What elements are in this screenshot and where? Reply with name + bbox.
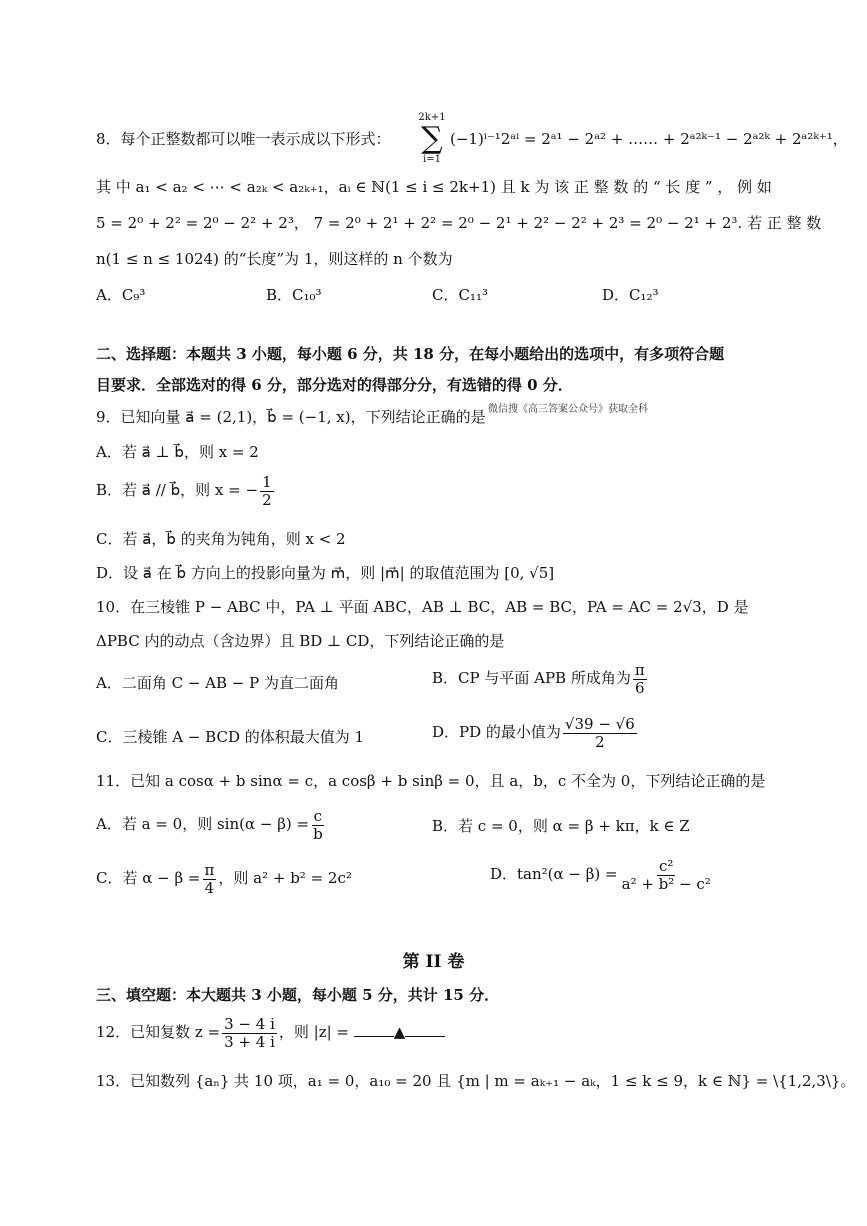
q10-option-d <box>432 716 639 750</box>
q9-option-c: C．若 a⃗，b⃗ 的夹角为钝角，则 x < 2 <box>96 530 346 548</box>
q11-option-c-text: C．若 α − β = <box>96 869 201 887</box>
q12-fraction <box>222 1016 277 1050</box>
q11-option-c-suffix: ，则 a² + b² = 2c² <box>218 869 352 887</box>
q8-line1-prefix: 8．每个正整数都可以唯一表示成以下形式： <box>96 130 391 148</box>
q9-option-a: A．若 a⃗ ⊥ b⃗，则 x = 2 <box>96 443 259 461</box>
q10-option-b <box>432 662 649 696</box>
q12-text: 12．已知复数 z = <box>96 1023 221 1041</box>
q9-option-b-text: B．若 a⃗ // b⃗，则 x = − <box>96 481 259 499</box>
sum-upper: 2k+1 <box>418 112 446 123</box>
q11-option-d-fraction <box>620 858 713 892</box>
answer-blank[interactable] <box>354 1022 394 1037</box>
q11-option-d-text: D．tan²(α − β) = <box>490 865 618 883</box>
q11-stem: 11．已知 a cosα + b sinα = c，a cosβ + b sinβ = 0，且 a，b，c 不全为 0，下列结论正确的是 <box>96 772 766 790</box>
fraction-numerator: 3 − 4 i <box>224 1015 275 1033</box>
triangle-marker-icon: ▲ <box>393 1023 406 1041</box>
fraction-denominator: 2 <box>595 732 605 751</box>
q9-option-d: D．设 a⃗ 在 b⃗ 方向上的投影向量为 m⃗，则 |m⃗| 的取值范围为 [0, √5] <box>96 564 555 582</box>
q8-line3: 5 = 2⁰ + 2² = 2⁰ − 2² + 2³， 7 = 2⁰ + 2¹ + 2² = 2⁰ − 2¹ + 2² − 2² + 2³ = 2⁰ − 2¹ + 2³. 若 正 整 数 <box>96 214 822 232</box>
q11-option-a <box>96 808 327 842</box>
q11-option-c-fraction <box>203 862 217 896</box>
fraction-numerator: 1 <box>262 473 272 491</box>
q10-option-b-text: B．CP 与平面 APB 所成角为 <box>432 669 631 687</box>
q10-stem-line2: ΔPBC 内的动点（含边界）且 BD ⊥ CD，下列结论正确的是 <box>96 632 505 650</box>
q10-option-d-text: D．PD 的最小值为 <box>432 723 561 741</box>
q10-option-c: C．三棱锥 A − BCD 的体积最大值为 1 <box>96 728 365 746</box>
q9-option-b-fraction <box>260 474 274 508</box>
q8-line4: n(1 ≤ n ≤ 1024) 的“长度”为 1，则这样的 n 个数为 <box>96 250 453 268</box>
q12-suffix: ，则 |z| = <box>278 1023 349 1041</box>
fraction-numerator: √39 − √6 <box>564 715 635 733</box>
q10-option-b-fraction <box>633 662 647 696</box>
q13: 13．已知数列 {aₙ} 共 10 项，a₁ = 0，a₁₀ = 20 且 {m | m = aₖ₊₁ − aₖ，1 ≤ k ≤ 9，k ∈ ℕ} = \{1,2,3\}。 <box>96 1072 856 1090</box>
q8-line2: 其 中 a₁ < a₂ < ⋯ < a₂ₖ < a₂ₖ₊₁，aᵢ ∈ ℕ(1 ≤ i ≤ 2k+1) 且 k 为 该 正 整 数 的 “ 长 度 ” ， 例 如 <box>96 178 772 196</box>
fraction-denominator: a² + b² − c² <box>621 874 711 893</box>
q12 <box>96 1016 445 1050</box>
fraction-denominator: b <box>313 824 323 843</box>
q8-option-a: A．C₉³ <box>96 286 146 304</box>
q11-option-a-fraction <box>311 808 325 842</box>
answer-blank[interactable] <box>405 1022 445 1037</box>
q10-stem-line1: 10．在三棱锥 P − ABC 中，PA ⊥ 平面 ABC，AB ⊥ BC，AB = BC，PA = AC = 2√3，D 是 <box>96 598 749 616</box>
q8-option-d: D．C₁₂³ <box>602 286 659 304</box>
q8-option-c: C．C₁₁³ <box>432 286 488 304</box>
q8-option-b: B．C₁₀³ <box>266 286 322 304</box>
fraction-numerator: π <box>204 861 215 879</box>
q10-option-a: A．二面角 C − AB − P 为直二面角 <box>96 674 340 692</box>
part2-title: 第 II 卷 <box>402 952 465 972</box>
part2-heading: 三、填空题：本大题共 3 小题，每小题 5 分，共计 15 分． <box>96 986 500 1004</box>
q10-option-d-fraction <box>563 716 637 750</box>
q8-line1-formula: (−1)ⁱ⁻¹2ᵃⁱ = 2ᵃ¹ − 2ᵃ² + …… + 2ᵃ²ᵏ⁻¹ − 2ᵃ²ᵏ + 2ᵃ²ᵏ⁺¹， <box>450 130 848 148</box>
section2-heading-line2: 目要求．全部选对的得 6 分，部分选对的得部分分，有选错的得 0 分． <box>96 376 573 394</box>
q9-stem: 9．已知向量 a⃗ = (2,1)，b⃗ = (−1, x)，下列结论正确的是 <box>96 408 486 426</box>
fraction-denominator: 3 + 4 i <box>224 1032 275 1051</box>
fraction-numerator: c <box>313 807 323 825</box>
fraction-denominator: 4 <box>204 878 215 897</box>
sum-symbol: ∑ <box>421 121 443 156</box>
q11-option-d <box>490 858 715 892</box>
fraction-denominator: 2 <box>262 490 272 509</box>
section2-heading-line1: 二、选择题：本题共 3 小题，每小题 6 分，共 18 分，在每小题给出的选项中，有多项符合题 <box>96 345 725 363</box>
fraction-denominator: 6 <box>635 678 645 697</box>
q9-option-b <box>96 474 276 508</box>
q8-summation <box>414 112 450 166</box>
q11-option-a-text: A．若 a = 0，则 sin(α − β) = <box>96 815 310 833</box>
fraction-numerator: π <box>634 661 645 679</box>
q11-option-c <box>96 862 352 896</box>
q11-option-b: B．若 c = 0，则 α = β + kπ，k ∈ Z <box>432 817 690 835</box>
watermark-text: 微信搜《高三答案公众号》获取全科 <box>488 404 648 415</box>
fraction-numerator: c² <box>659 857 674 875</box>
sum-lower: i=1 <box>423 154 441 165</box>
